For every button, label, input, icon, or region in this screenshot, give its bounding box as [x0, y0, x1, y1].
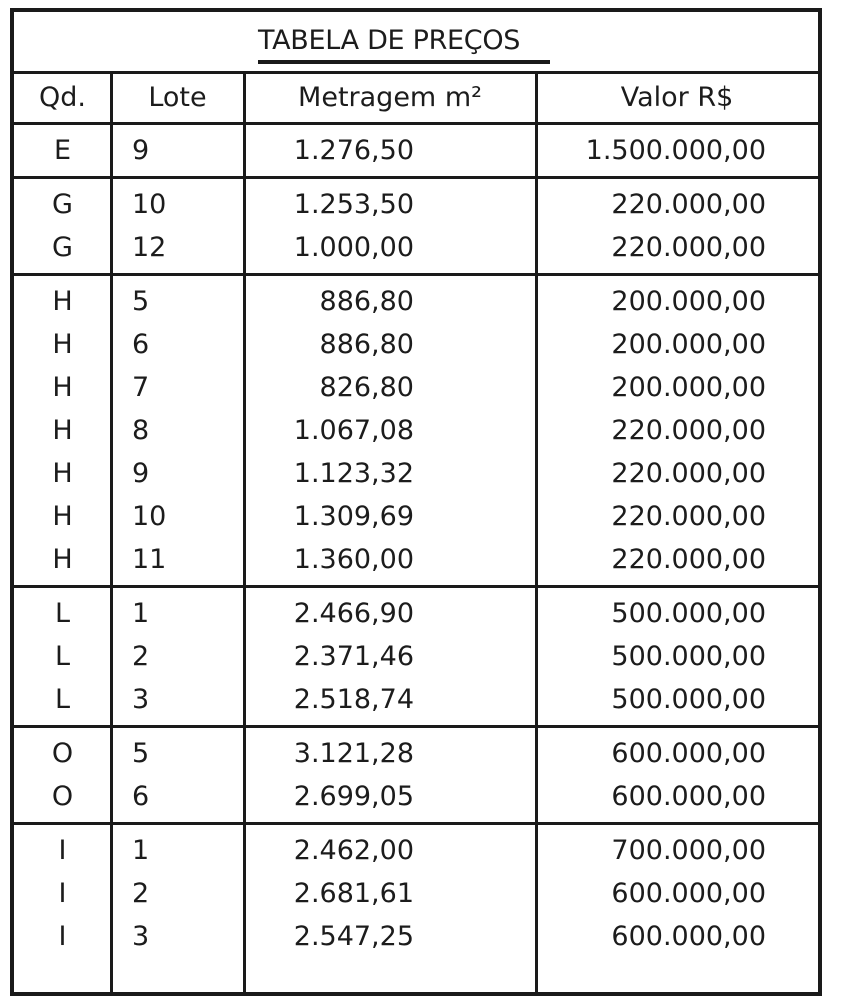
cell-qd: O — [51, 780, 74, 812]
cell-qd: I — [58, 877, 67, 909]
cell-qd: E — [53, 134, 72, 166]
price-table — [10, 8, 822, 996]
cell-lote: 9 — [132, 134, 150, 166]
cell-qd: L — [54, 640, 71, 672]
cell-lote: 6 — [132, 780, 150, 812]
cell-metragem: 1.000,00 — [293, 231, 414, 263]
cell-metragem: 3.121,28 — [293, 737, 414, 769]
cell-metragem: 2.371,46 — [293, 640, 414, 672]
cell-metragem: 2.547,25 — [293, 920, 414, 952]
cell-qd: H — [52, 414, 73, 446]
cell-metragem: 1.276,50 — [293, 134, 414, 166]
cell-valor: 600.000,00 — [611, 920, 766, 952]
cell-lote: 10 — [132, 188, 167, 220]
group-separator — [14, 585, 818, 588]
cell-qd: H — [52, 371, 73, 403]
cell-qd: O — [51, 737, 74, 769]
cell-valor: 220.000,00 — [611, 231, 766, 263]
cell-lote: 6 — [132, 328, 150, 360]
cell-valor: 500.000,00 — [611, 597, 766, 629]
cell-metragem: 2.699,05 — [293, 780, 414, 812]
cell-valor: 200.000,00 — [611, 328, 766, 360]
header-lote: Lote — [148, 82, 207, 113]
group-separator — [14, 273, 818, 276]
cell-lote: 5 — [132, 737, 150, 769]
cell-qd: H — [52, 285, 73, 317]
header-metragem: Metragem m² — [298, 82, 482, 113]
header-qd: Qd. — [39, 82, 86, 113]
cell-lote: 3 — [132, 683, 150, 715]
cell-metragem: 886,80 — [319, 328, 414, 360]
cell-qd: I — [58, 920, 67, 952]
cell-qd: I — [58, 834, 67, 866]
cell-valor: 220.000,00 — [611, 500, 766, 532]
cell-lote: 7 — [132, 371, 150, 403]
group-separator — [14, 822, 818, 825]
header-valor: Valor R$ — [620, 82, 734, 113]
group-separator — [14, 725, 818, 728]
header-separator — [14, 122, 818, 125]
cell-valor: 220.000,00 — [611, 188, 766, 220]
cell-qd: L — [54, 683, 71, 715]
cell-metragem: 826,80 — [319, 371, 414, 403]
cell-valor: 220.000,00 — [611, 457, 766, 489]
cell-qd: H — [52, 500, 73, 532]
cell-lote: 10 — [132, 500, 167, 532]
cell-metragem: 1.309,69 — [293, 500, 414, 532]
cell-metragem: 2.681,61 — [293, 877, 414, 909]
cell-lote: 8 — [132, 414, 150, 446]
title-row — [14, 12, 818, 74]
cell-lote: 12 — [132, 231, 167, 263]
table-title: TABELA DE PREÇOS — [258, 25, 521, 56]
cell-lote: 11 — [132, 543, 167, 575]
cell-valor: 200.000,00 — [611, 285, 766, 317]
cell-qd: L — [54, 597, 71, 629]
cell-valor: 600.000,00 — [611, 737, 766, 769]
group-separator — [14, 176, 818, 179]
cell-lote: 5 — [132, 285, 150, 317]
cell-lote: 1 — [132, 597, 150, 629]
cell-metragem: 1.067,08 — [293, 414, 414, 446]
cell-valor: 500.000,00 — [611, 683, 766, 715]
cell-valor: 220.000,00 — [611, 414, 766, 446]
cell-lote: 1 — [132, 834, 150, 866]
column-divider — [535, 74, 538, 992]
cell-metragem: 1.253,50 — [293, 188, 414, 220]
cell-qd: H — [52, 543, 73, 575]
cell-qd: H — [52, 328, 73, 360]
cell-metragem: 2.466,90 — [293, 597, 414, 629]
column-divider — [243, 74, 246, 992]
cell-metragem: 886,80 — [319, 285, 414, 317]
cell-valor: 700.000,00 — [611, 834, 766, 866]
cell-metragem: 2.518,74 — [293, 683, 414, 715]
cell-valor: 220.000,00 — [611, 543, 766, 575]
cell-lote: 2 — [132, 640, 150, 672]
cell-metragem: 2.462,00 — [293, 834, 414, 866]
cell-lote: 3 — [132, 920, 150, 952]
cell-valor: 500.000,00 — [611, 640, 766, 672]
cell-metragem: 1.360,00 — [293, 543, 414, 575]
column-divider — [110, 74, 113, 992]
cell-valor: 1.500.000,00 — [585, 134, 766, 166]
cell-qd: G — [52, 188, 73, 220]
cell-valor: 600.000,00 — [611, 877, 766, 909]
title-underline — [258, 60, 550, 64]
cell-valor: 200.000,00 — [611, 371, 766, 403]
cell-lote: 2 — [132, 877, 150, 909]
cell-qd: G — [52, 231, 73, 263]
cell-metragem: 1.123,32 — [293, 457, 414, 489]
cell-qd: H — [52, 457, 73, 489]
cell-valor: 600.000,00 — [611, 780, 766, 812]
cell-lote: 9 — [132, 457, 150, 489]
